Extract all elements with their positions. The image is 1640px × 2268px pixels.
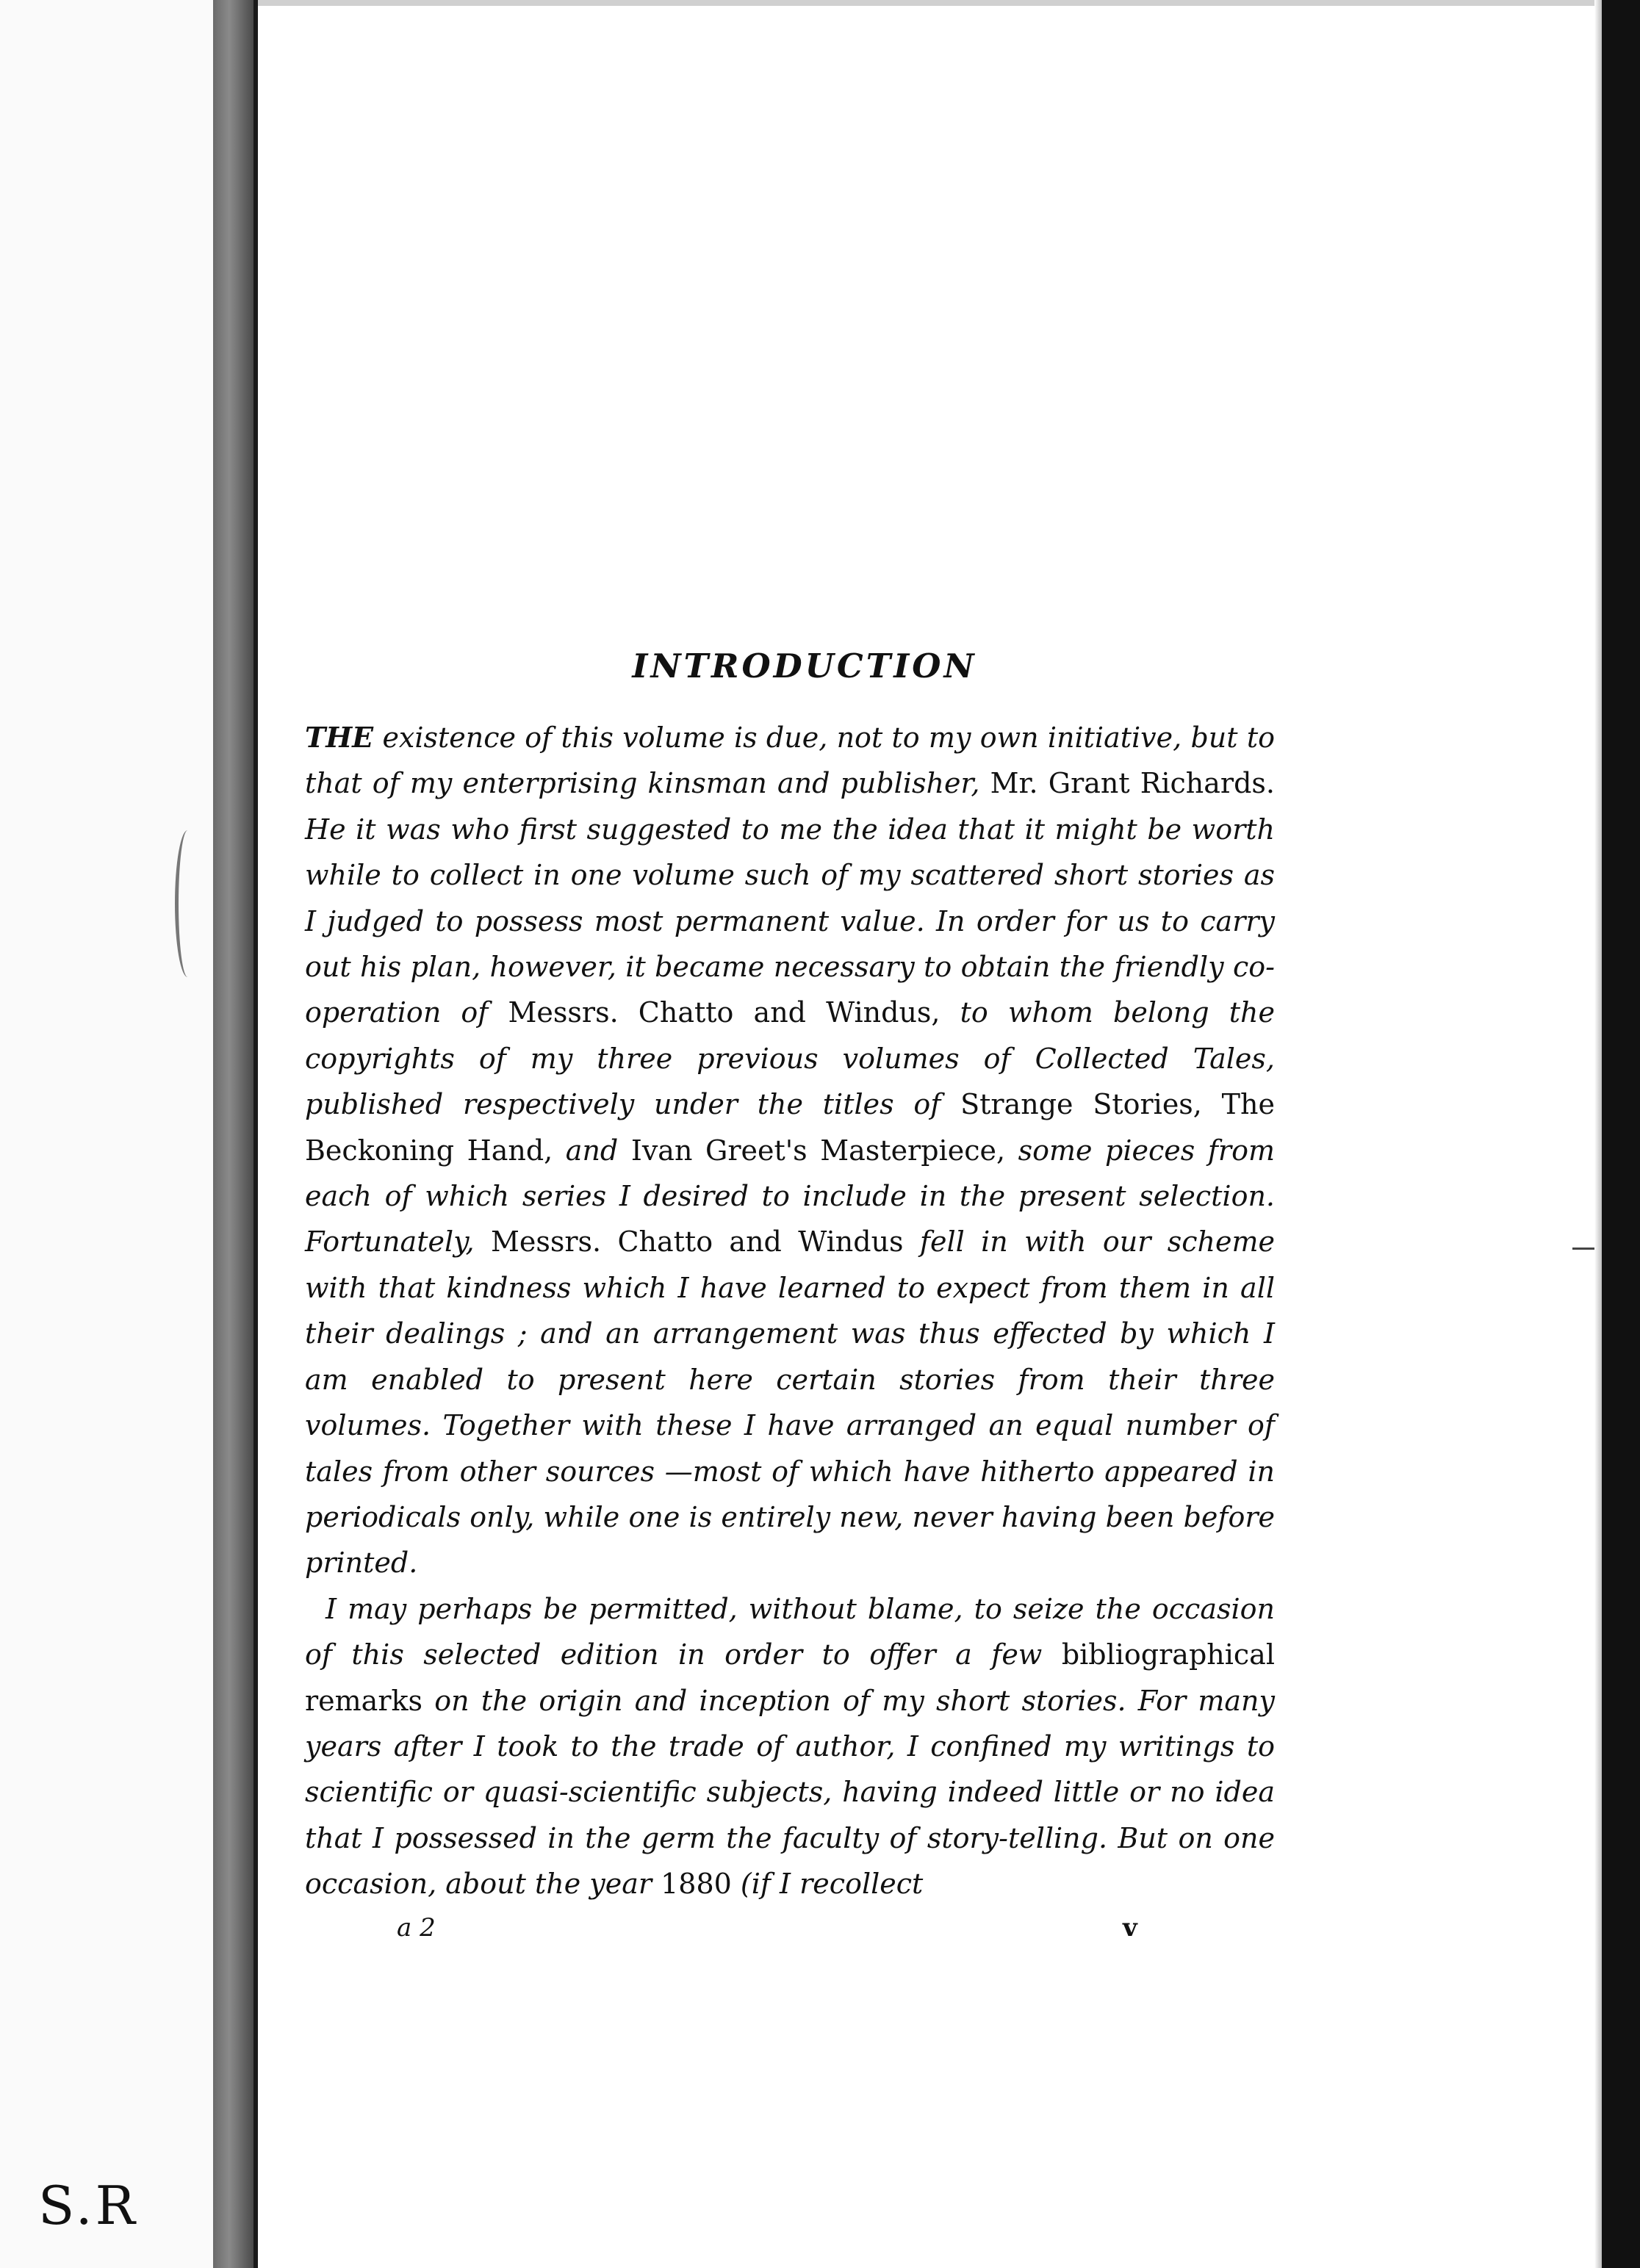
text-run: He it was who first suggested to me the idea that it might be worth while to collect in one volume such of my scattered short stories as I judged to possess most permanent value. In order for us to carry out his plan, however, it became necessary to obtain the friendly co-operation of: [305, 813, 1275, 1029]
page-footer: [305, 1913, 1275, 1950]
text-run: on the origin and inception of my short stories. For many years after I took to the trade of author, I confined my writings to scientific or quasi-scientific subjects, having indeed little or no idea that I possessed in the germ the faculty of story-telling. But on one occasion, about the year: [305, 1684, 1275, 1901]
page-edge-left: [253, 0, 258, 2268]
text-run: some pieces from each of which series I desired to include in the present selection. Fortunately,: [305, 1134, 1275, 1259]
opening-word: THE: [305, 721, 374, 754]
page-edge-top: [258, 0, 1595, 6]
page-number: v: [1123, 1912, 1137, 1943]
text-run: (if I recollect: [731, 1868, 924, 1901]
text-run: I may perhaps be permitted, without blame, to seize the occasion of this selected edition in order to offer a few: [305, 1592, 1275, 1671]
binding-gutter: [213, 0, 253, 2268]
page-curl: [175, 830, 201, 977]
paragraph-1: [305, 715, 1275, 1586]
handwritten-margin-note: S.R: [38, 2175, 138, 2236]
paragraph-2: [305, 1586, 1275, 1907]
roman-run: Strange Stories, The Beckoning Hand,: [305, 1088, 1275, 1167]
roman-run: 1880: [661, 1868, 732, 1901]
text-run: and: [553, 1134, 631, 1167]
page-heading: INTRODUCTION: [632, 647, 977, 685]
left-margin: [0, 0, 213, 2268]
roman-run: Ivan Greet's Masterpiece,: [630, 1134, 1006, 1167]
text-block: [305, 647, 1275, 1950]
right-scan-border: [1602, 0, 1640, 2268]
roman-run: Messrs. Chatto and Windus: [490, 1225, 904, 1259]
text-run: existence of this volume is due, not to my own initiative, but to that of my enterprising kinsman and publisher,: [305, 721, 1275, 800]
right-shadow: [1594, 0, 1602, 2268]
roman-run: bibliographical remarks: [305, 1638, 1275, 1717]
text-run: fell in with our scheme with that kindness which I have learned to expect from them in all their dealings ; and an arrangement was thus effected by which I am enabled to present here certain stories from their three volumes. Together with these I have arranged an equal number of tales from other sources —most of which have hitherto appeared in periodicals only, while one is entirely new, never having been before printed.: [305, 1225, 1275, 1580]
signature-mark: a 2: [397, 1912, 436, 1943]
margin-mark: [1572, 1248, 1594, 1250]
roman-run: Messrs. Chatto and Windus,: [508, 996, 941, 1029]
text-run: to whom belong the copyrights of my three previous volumes of Collected Tales, published respectively under the titles of: [305, 996, 1275, 1121]
roman-run: Mr. Grant Richards.: [990, 767, 1275, 800]
